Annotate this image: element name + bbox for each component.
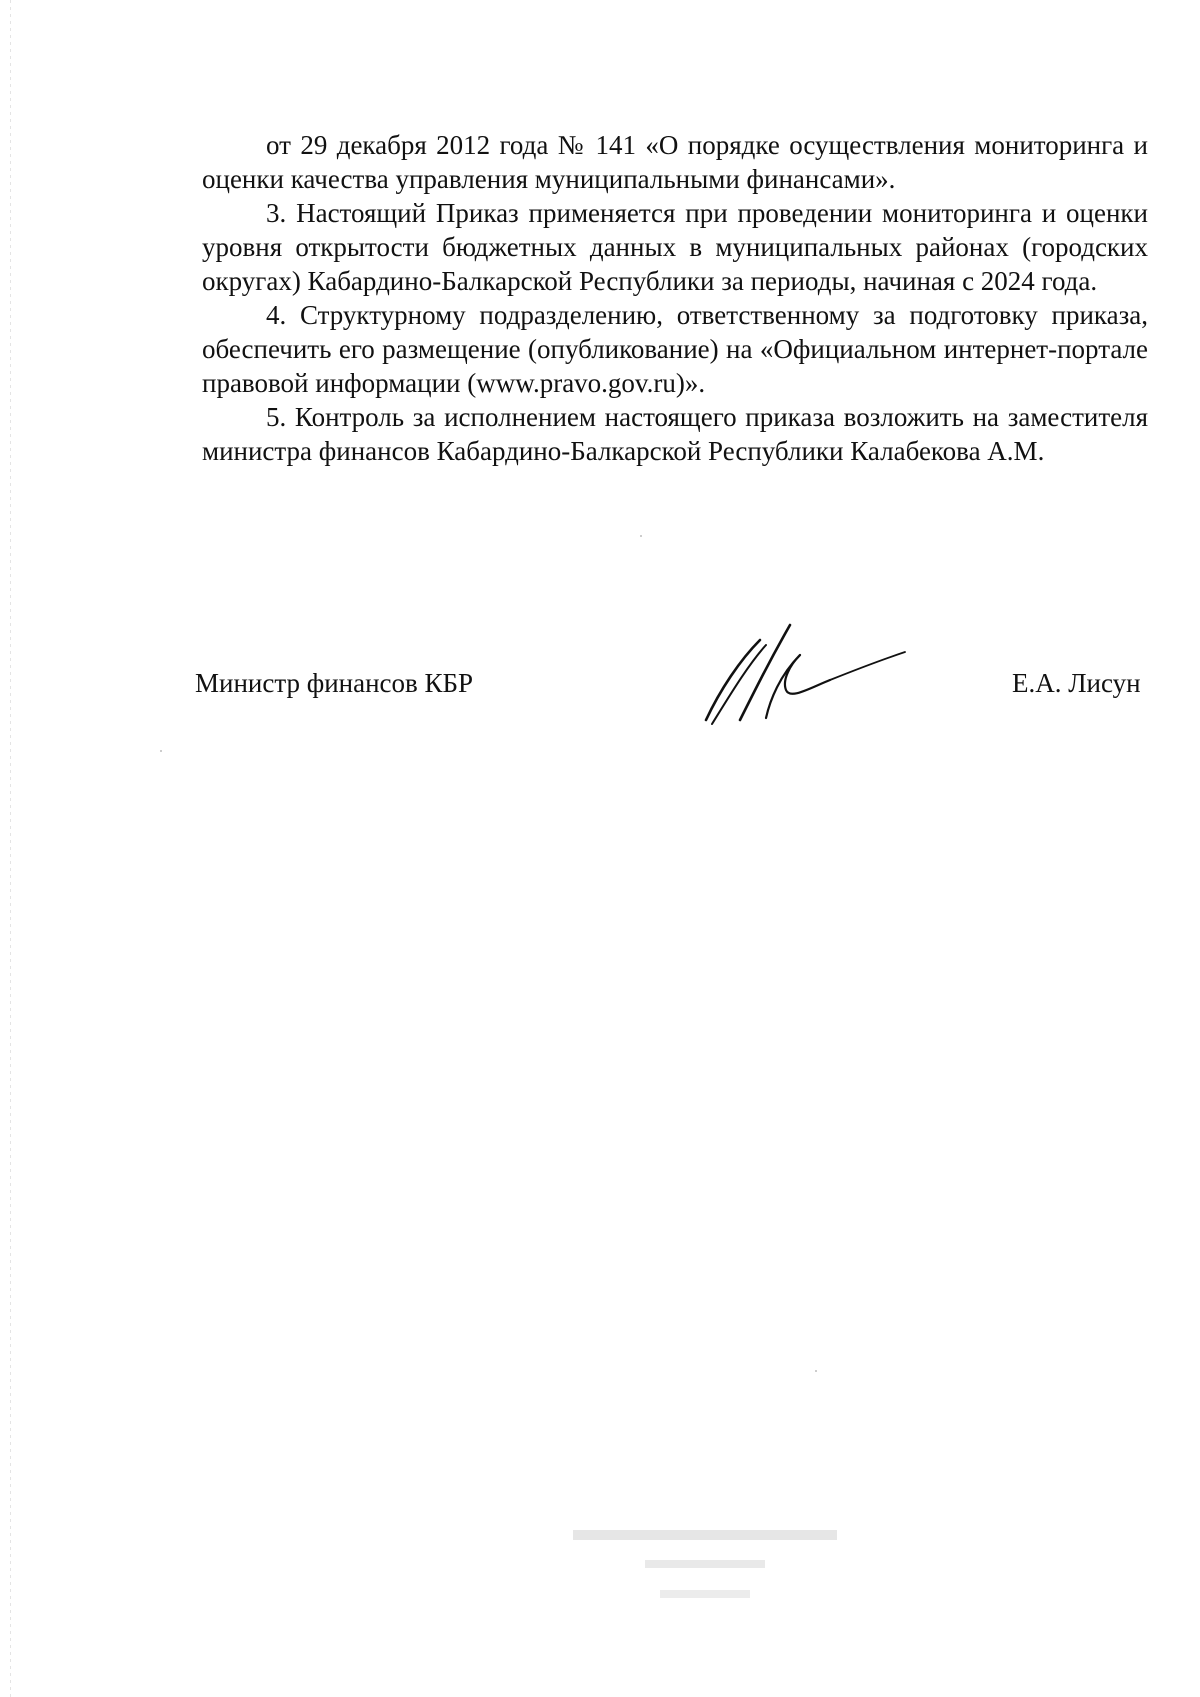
- scan-speck: [160, 750, 162, 752]
- faint-stamp-mark: [565, 1520, 845, 1630]
- signatory-name: Е.А. Лисун: [1012, 668, 1141, 698]
- signatory-position: Министр финансов КБР: [195, 668, 474, 698]
- paragraph-item-5: 5. Контроль за исполнением настоящего приказа возложить на заместителя министра финансов Кабардино-Балкарской Республики Калабекова А.М.: [202, 402, 1148, 466]
- document-body: [202, 128, 1148, 468]
- paragraph-item-3: 3. Настоящий Приказ применяется при проведении мониторинга и оценки уровня открытости бюджетных данных в муниципальных районах (городских округах) Кабардино-Балкарской Республики за периоды, начиная с 2024 года.: [202, 198, 1148, 296]
- paragraph-item-4: 4. Структурному подразделению, ответственному за подготовку приказа, обеспечить его размещение (опубликование) на «Официальном интернет-портале правовой информации (www.pravo.gov.ru)».: [202, 300, 1148, 398]
- scan-speck: [815, 1370, 817, 1372]
- scan-speck: [640, 535, 642, 537]
- scan-edge-line: [10, 0, 11, 1697]
- handwritten-signature: [700, 620, 910, 730]
- paragraph-continuation: от 29 декабря 2012 года № 141 «О порядке осуществления мониторинга и оценки качества управления муниципальными финансами».: [202, 130, 1148, 194]
